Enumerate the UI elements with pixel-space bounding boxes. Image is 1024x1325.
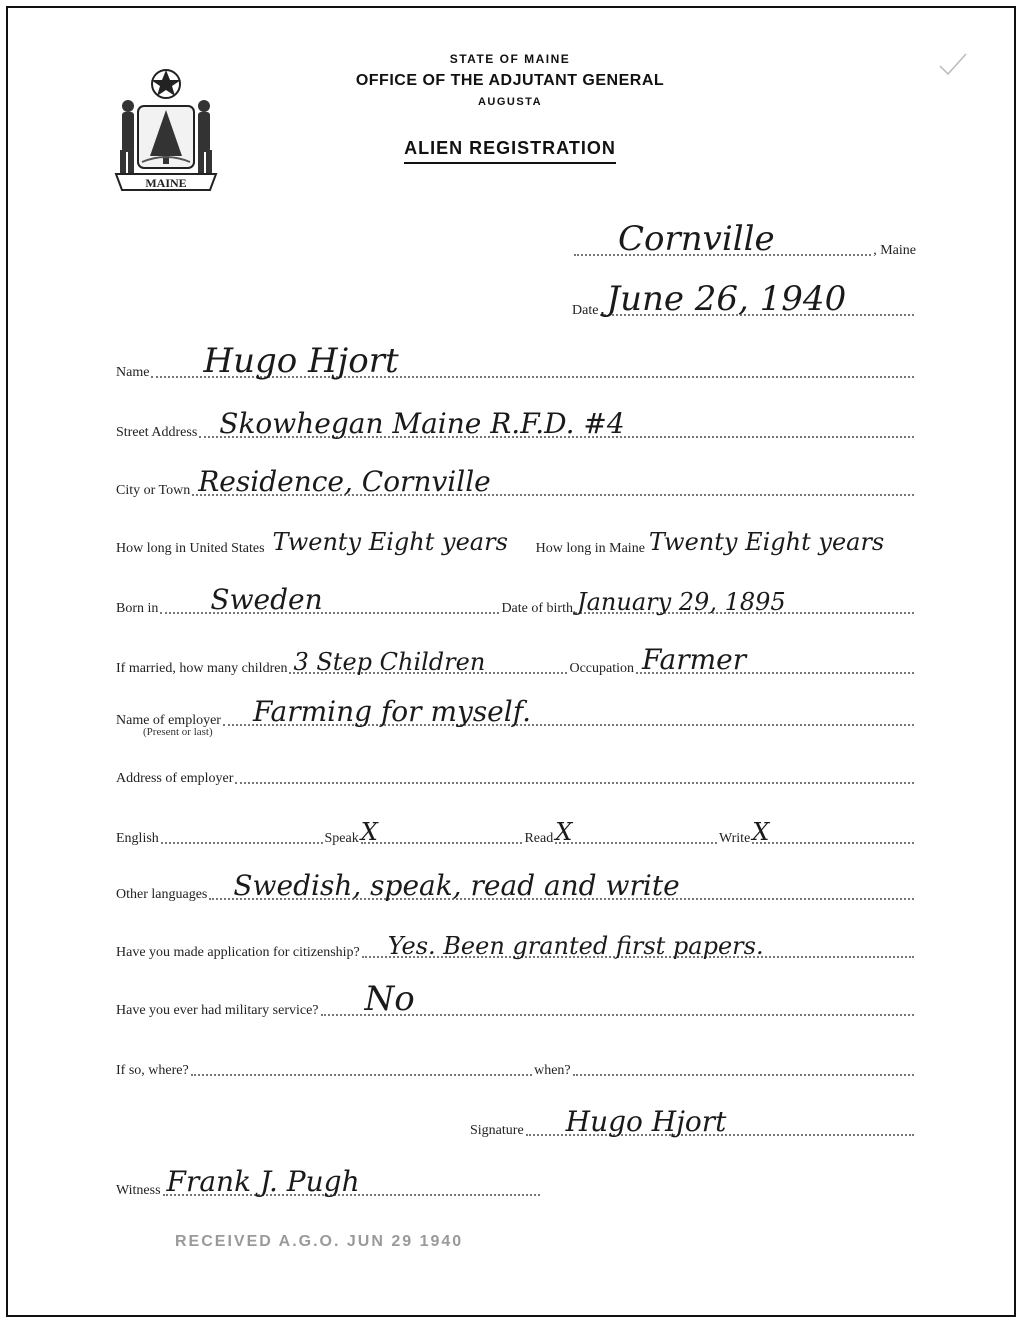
employer-address-line [116,754,916,788]
family-line [116,644,916,678]
maine-field[interactable] [647,522,914,554]
employer-field[interactable] [223,694,914,726]
dob-value: January 29, 1895 [576,588,786,616]
born-field[interactable] [160,582,499,614]
date-label: Date [572,303,599,318]
speak-mark: X [360,818,378,846]
witness-line [116,1166,542,1200]
military-label: Have you ever had military service? [116,1003,319,1018]
city-field[interactable] [192,464,914,496]
languages-line [116,870,916,904]
when-label: when? [534,1063,571,1078]
other-lang-label: Other languages [116,887,208,902]
write-field[interactable] [752,812,914,844]
birth-line [116,584,916,618]
date-value: June 26, 1940 [606,279,847,319]
date-field[interactable] [600,279,914,319]
occupation-label: Occupation [569,661,634,676]
occupation-field[interactable] [636,642,914,674]
when-field[interactable] [573,1044,914,1076]
citizenship-field[interactable] [362,926,914,958]
children-value: 3 Step Children [293,648,486,676]
name-label: Name [116,365,150,380]
military-line [116,979,916,1020]
header-office: OFFICE OF THE ADJUTANT GENERAL [355,72,665,89]
military-value: No [364,979,415,1019]
write-label: Write [718,831,751,846]
citizenship-label: Have you made application for citizenship? [116,945,360,960]
signature-label: Signature [470,1123,524,1138]
employer-line [116,696,916,730]
name-field[interactable] [151,341,914,381]
form-title: ALIEN REGISTRATION [404,138,616,164]
english-label: English [116,831,159,846]
seal-banner-text: MAINE [145,176,187,190]
form-header [300,50,720,164]
witness-field[interactable] [163,1164,540,1196]
employer-label: Name of employer [116,713,221,728]
name-value: Hugo Hjort [203,341,399,381]
witness-label: Witness [116,1183,161,1198]
write-mark: X [752,818,770,846]
street-label: Street Address [116,425,198,440]
military-field[interactable] [321,979,914,1019]
children-field[interactable] [289,642,567,674]
header-state: STATE OF MAINE [449,52,571,66]
read-mark: X [555,818,573,846]
town-suffix: , Maine [873,243,916,258]
other-lang-field[interactable] [209,868,914,900]
citizenship-value: Yes. Been granted first papers. [387,932,764,960]
us-value: Twenty Eight years [272,528,508,556]
city-line [116,466,916,500]
read-field[interactable] [555,812,717,844]
name-line [116,341,916,382]
street-line [116,408,916,442]
signature-value: Hugo Hjort [565,1105,727,1138]
signature-line [470,1106,916,1140]
date-line [572,279,916,320]
street-value: Skowhegan Maine R.F.D. #4 [219,407,625,440]
english-line [116,814,916,848]
born-label: Born in [116,601,159,616]
employer-value: Farming for myself. [252,695,531,728]
header-city: AUGUSTA [477,96,543,108]
maine-state-seal-icon [112,66,220,198]
dob-field[interactable] [575,582,914,614]
town-field[interactable] [574,219,871,259]
where-field[interactable] [191,1044,532,1076]
city-label: City or Town [116,483,191,498]
witness-value: Frank J. Pugh [166,1165,360,1198]
street-field[interactable] [199,406,914,438]
us-field[interactable] [267,522,534,554]
us-label: How long in United States [116,541,265,556]
speak-field[interactable] [361,812,523,844]
received-date-stamp: RECEIVED A.G.O. JUN 29 1940 [175,1233,464,1250]
maine-label: How long in Maine [535,541,645,556]
speak-label: Speak [324,831,359,846]
occupation-value: Farmer [642,643,747,676]
children-label: If married, how many children [116,661,288,676]
citizenship-line [116,928,916,962]
employer-address-label: Address of employer [116,771,234,786]
dob-label: Date of birth [501,601,573,616]
check-mark-icon [938,52,968,76]
town-value: Cornville [618,219,775,259]
town-line [572,219,916,260]
born-value: Sweden [210,583,323,616]
employer-address-field[interactable] [235,752,914,784]
other-lang-value: Swedish, speak, read and write [233,869,680,902]
employer-sublabel: (Present or last) [143,726,213,738]
residency-line [116,524,916,558]
read-label: Read [524,831,554,846]
english-field[interactable] [161,812,323,844]
where-label: If so, where? [116,1063,189,1078]
signature-field[interactable] [526,1104,914,1136]
city-value: Residence, Cornville [198,465,491,498]
service-where-line [116,1046,916,1080]
maine-value: Twenty Eight years [648,528,885,556]
